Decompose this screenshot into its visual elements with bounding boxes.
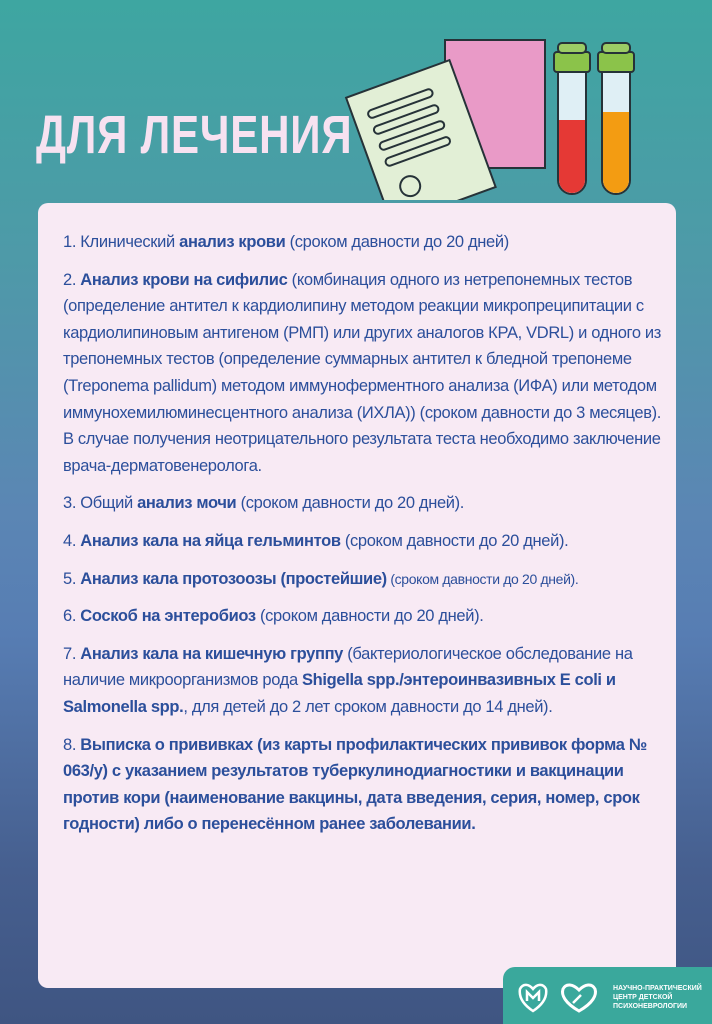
organization-name [613,984,702,1011]
item-number: 1. [63,233,81,251]
item-number: 7. [63,644,81,663]
item-text: (сроком давности до 20 дней). [340,531,569,550]
item-text: , для детей до 2 лет сроком давности до 14 дней). [183,697,553,716]
item-bold-text: Выписка о прививках (из карты профилактических прививок форма № 063/у) с указанием результатов туберкулинодиагностики и вакцинации против кори (наименование вакцины, дата введения, серия, номер, срок годности) либо о перенесённом ранее заболевании. [63,735,647,834]
item-number: 8. [63,735,81,754]
item-text: Клинический [80,233,180,251]
item-bold-text: Анализ крови на сифилис [80,270,288,289]
item-number: 5. [63,569,81,588]
organization-logo-footer [503,967,712,1024]
list-item [63,267,663,480]
requirements-list [63,229,663,849]
orange-test-tube-icon [598,43,634,194]
item-text: (сроком давности до 20 дней). [236,494,465,513]
item-text: (бактериологическое обследование на наличие микроорганизмов рода [63,644,633,690]
item-bold-text: Анализ кала протозоозы (простейшие) [80,569,387,588]
list-item [63,641,663,721]
page-title: ДЛЯ ЛЕЧЕНИЯ [36,105,353,165]
red-test-tube-icon [554,43,590,194]
item-bold-text: Shigella spp./энтероинвазивных E coli и Salmonella spp. [63,671,616,716]
organization-logo-icon [517,981,607,1013]
item-bold-text: анализ крови [179,233,286,251]
list-item [63,528,663,555]
org-name-line: НАУЧНО-ПРАКТИЧЕСКИЙ [613,985,702,992]
item-number: 4. [63,531,81,550]
item-number: 6. [63,607,81,626]
item-bold-text: Анализ кала на кишечную группу [80,644,344,663]
documents-and-test-tubes-illustration [340,30,670,200]
requirements-card [38,203,676,988]
item-bold-text: Анализ кала на яйца гельминтов [80,531,341,550]
list-item [63,490,663,517]
item-bold-text: Соскоб на энтеробиоз [80,607,256,626]
item-text: (сроком давности до 20 дней). [255,607,484,626]
list-item [63,229,663,256]
item-text: (сроком давности до 20 дней). [386,570,579,587]
list-item [63,603,663,630]
list-item [63,566,663,593]
item-text: Общий [80,494,138,513]
item-text: (комбинация одного из нетрепонемных тестов (определение антител к кардиолипину методом реакции микропреципитации с кардиолипиновым антигеном (РМП) или других аналогов КРА, VDRL) и одного из трепонемных тестов (определение суммарных антител к бледной трепонеме (Treponema pallidum) методом иммуноферментного анализа (ИФА) или методом иммунохемилюминесцентного анализа (ИХЛА)) (сроком давности до 3 месяцев). В случае получения неотрицательного результата теста необходимо заключение врача-дерматовенеролога. [63,270,662,475]
item-number: 3. [63,494,81,513]
item-bold-text: анализ мочи [137,494,237,513]
item-number: 2. [63,270,81,289]
item-text: (сроком давности до 20 дней) [285,233,509,251]
org-name-line: ПСИХОНЕВРОЛОГИИ [613,1003,688,1010]
org-name-line: ЦЕНТР ДЕТСКОЙ [613,994,673,1001]
list-item [63,732,663,838]
